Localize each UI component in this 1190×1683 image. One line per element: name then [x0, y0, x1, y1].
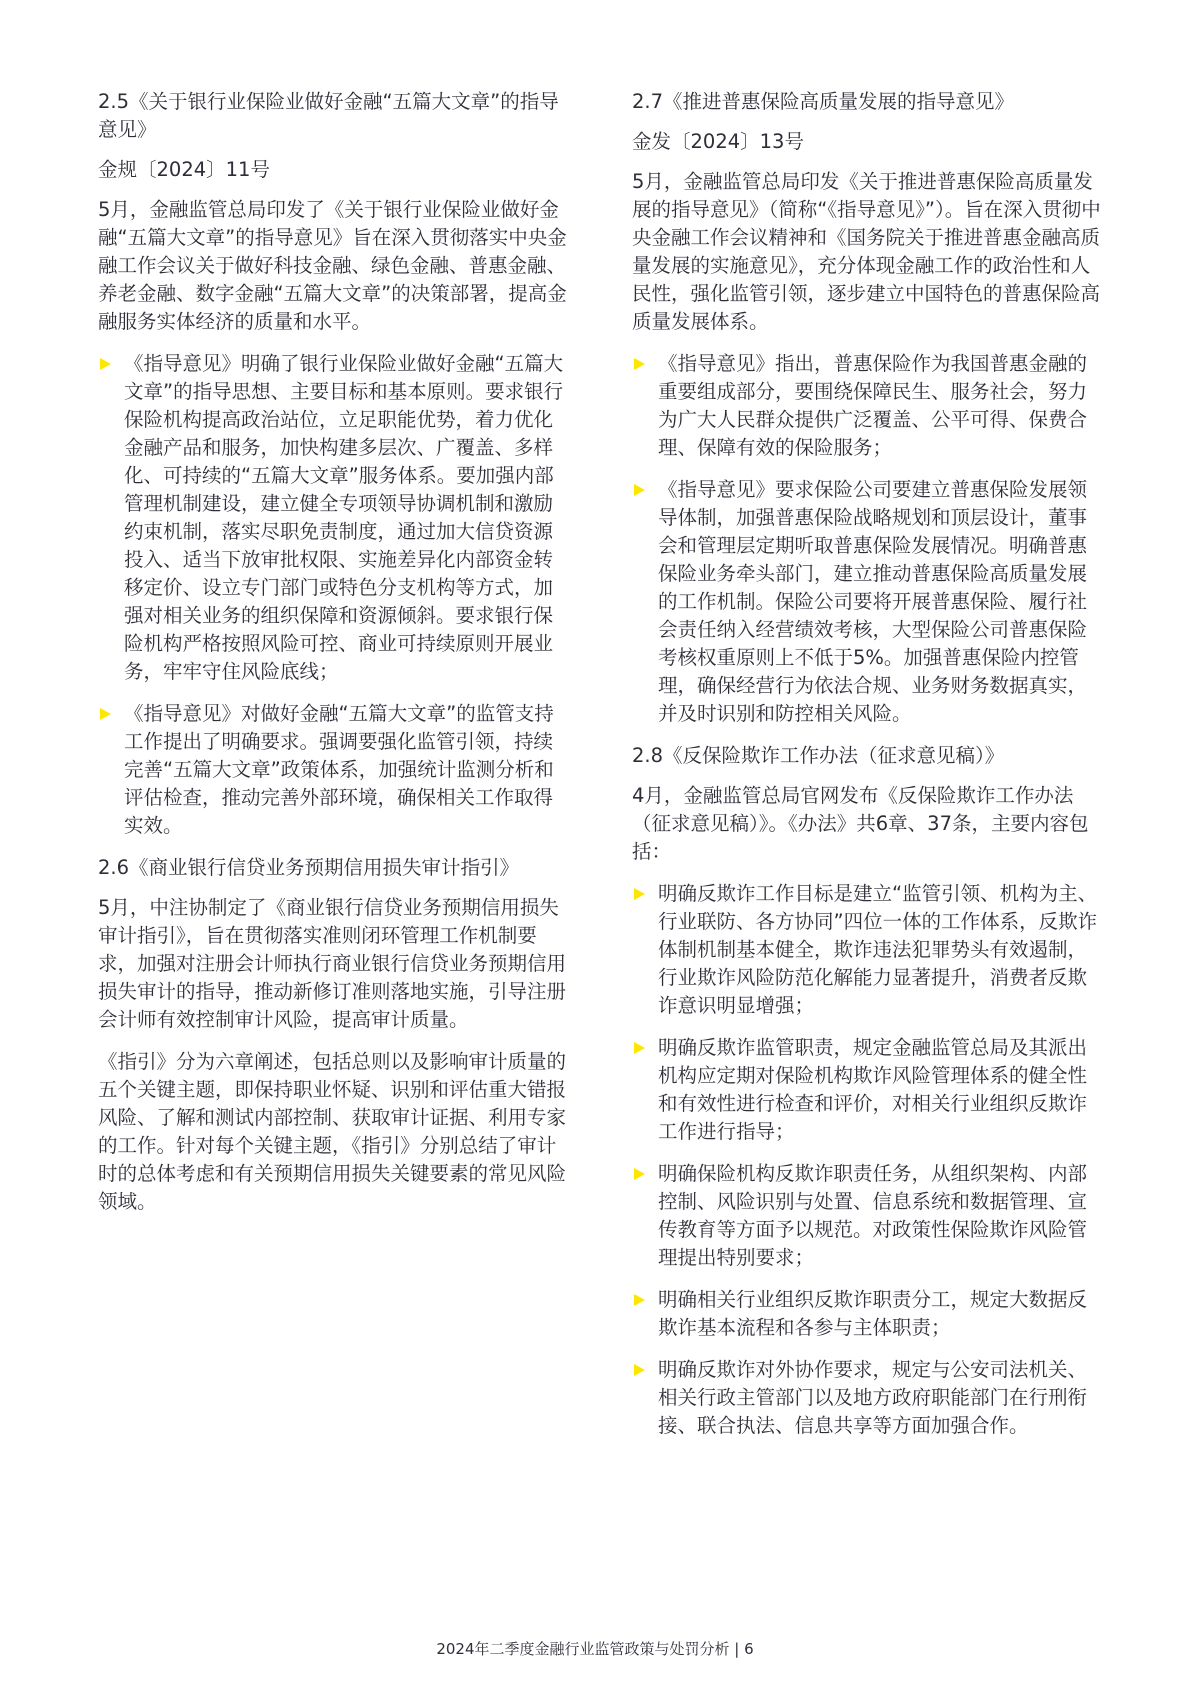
triangle-bullet-icon — [634, 484, 645, 496]
triangle-bullet-icon — [100, 708, 111, 720]
bullet-text: 明确反欺诈监管职责，规定金融监管总局及其派出机构应定期对保险机构欺诈风险管理体系的健全性和有效性进行检查和评价，对相关行业组织反欺诈工作进行指导； — [658, 1036, 1088, 1143]
triangle-bullet-icon — [100, 358, 111, 370]
bullet-text: 《指导意见》指出，普惠保险作为我国普惠金融的重要组成部分，要围绕保障民生、服务社会，努力为广大人民群众提供广泛覆盖、公平可得、保费合理、保障有效的保险服务； — [658, 352, 1088, 459]
section-2-7-intro: 5月，金融监管总局印发《关于推进普惠保险高质量发展的指导意见》（简称“《指导意见》”）。旨在深入贯彻中央金融工作会议精神和《国务院关于推进普惠金融高质量发展的实施意见》，充分体现金融工作的政治性和人民性，强化监管引领，逐步建立中国特色的普惠保险高质量发展体系。 — [632, 170, 1101, 333]
section-2-8-intro: 4月，金融监管总局官网发布《反保险欺诈工作办法（征求意见稿）》。《办法》共6章、37条，主要内容包括： — [632, 784, 1089, 863]
right-column — [632, 88, 1102, 1454]
section-2-7-doc-number: 金发〔2024〕13号 — [632, 130, 804, 153]
list-item — [632, 1356, 1102, 1440]
triangle-bullet-icon — [634, 358, 645, 370]
bullet-text: 《指导意见》明确了银行业保险业做好金融“五篇大文章”的指导思想、主要目标和基本原则。要求银行保险机构提高政治站位，立足职能优势，着力优化金融产品和服务，加快构建多层次、广覆盖、多样化、可持续的“五篇大文章”服务体系。要加强内部管理机制建设，建立健全专项领导协调机制和激励约束机制，落实尽职免责制度，通过加大信贷资源投入、适当下放审批权限、实施差异化内部资金转移定价、设立专门部门或特色分支机构等方式，加强对相关业务的组织保障和资源倾斜。要求银行保险机构严格按照风险可控、商业可持续原则开展业务，牢牢守住风险底线； — [124, 352, 564, 683]
section-2-7-title: 2.7《推进普惠保险高质量发展的指导意见》 — [632, 90, 1015, 113]
section-2-8-bullet-list — [632, 880, 1102, 1440]
section-2-5-title: 2.5《关于银行业保险业做好金融“五篇大文章”的指导意见》 — [98, 90, 559, 141]
list-item — [632, 1034, 1102, 1146]
section-2-8-title: 2.8《反保险欺诈工作办法（征求意见稿）》 — [632, 744, 1005, 767]
section-2-5-bullet-list — [98, 350, 570, 840]
bullet-text: 明确反欺诈对外协作要求，规定与公安司法机关、相关行政主管部门以及地方政府职能部门在行刑衔接、联合执法、信息共享等方面加强合作。 — [658, 1358, 1088, 1437]
list-item — [632, 1160, 1102, 1272]
section-2-6-para-1: 5月，中注协制定了《商业银行信贷业务预期信用损失审计指引》，旨在贯彻落实准则闭环管理工作机制要求，加强对注册会计师执行商业银行信贷业务预期信用损失审计的指导，推动新修订准则落地实施，引导注册会计师有效控制审计风险，提高审计质量。 — [98, 896, 567, 1031]
list-item — [632, 1286, 1102, 1342]
triangle-bullet-icon — [634, 1168, 645, 1180]
left-column — [98, 88, 570, 1230]
page-footer: 2024年二季度金融行业监管政策与处罚分析 | 6 — [436, 1640, 754, 1658]
bullet-text: 明确相关行业组织反欺诈职责分工，规定大数据反欺诈基本流程和各参与主体职责； — [658, 1288, 1088, 1339]
triangle-bullet-icon — [634, 1042, 645, 1054]
triangle-bullet-icon — [634, 1364, 645, 1376]
section-2-5-intro: 5月，金融监管总局印发了《关于银行业保险业做好金融“五篇大文章”的指导意见》旨在深入贯彻落实中央金融工作会议关于做好科技金融、绿色金融、普惠金融、养老金融、数字金融“五篇大文章”的决策部署，提高金融服务实体经济的质量和水平。 — [98, 198, 567, 333]
list-item — [632, 476, 1102, 728]
section-2-6-para-2: 《指引》分为六章阐述，包括总则以及影响审计质量的五个关键主题，即保持职业怀疑、识别和评估重大错报风险、了解和测试内部控制、获取审计证据、利用专家的工作。针对每个关键主题，《指引》分别总结了审计时的总体考虑和有关预期信用损失关键要素的常见风险领域。 — [98, 1050, 567, 1213]
list-item — [632, 350, 1102, 462]
bullet-text: 《指导意见》对做好金融“五篇大文章”的监管支持工作提出了明确要求。强调要强化监管引领，持续完善“五篇大文章”政策体系，加强统计监测分析和评估检查，推动完善外部环境，确保相关工作取得实效。 — [124, 702, 554, 837]
section-2-7-bullet-list — [632, 350, 1102, 728]
section-2-5-doc-number: 金规〔2024〕11号 — [98, 158, 270, 181]
bullet-text: 《指导意见》要求保险公司要建立普惠保险发展领导体制，加强普惠保险战略规划和顶层设计，董事会和管理层定期听取普惠保险发展情况。明确普惠保险业务牵头部门，建立推动普惠保险高质量发展的工作机制。保险公司要将开展普惠保险、履行社会责任纳入经营绩效考核，大型保险公司普惠保险考核权重原则上不低于5%。加强普惠保险内控管理，确保经营行为依法合规、业务财务数据真实，并及时识别和防控相关风险。 — [658, 478, 1088, 725]
list-item — [98, 350, 570, 686]
bullet-text: 明确反欺诈工作目标是建立“监管引领、机构为主、行业联防、各方协同”四位一体的工作体系，反欺诈体制机制基本健全，欺诈违法犯罪势头有效遏制，行业欺诈风险防范化解能力显著提升，消费者反欺诈意识明显增强； — [658, 882, 1098, 1017]
triangle-bullet-icon — [634, 888, 645, 900]
bullet-text: 明确保险机构反欺诈职责任务，从组织架构、内部控制、风险识别与处置、信息系统和数据管理、宣传教育等方面予以规范。对政策性保险欺诈风险管理提出特别要求； — [658, 1162, 1088, 1269]
list-item — [632, 880, 1102, 1020]
triangle-bullet-icon — [634, 1294, 645, 1306]
list-item — [98, 700, 570, 840]
section-2-6-title: 2.6《商业银行信贷业务预期信用损失审计指引》 — [98, 856, 520, 879]
